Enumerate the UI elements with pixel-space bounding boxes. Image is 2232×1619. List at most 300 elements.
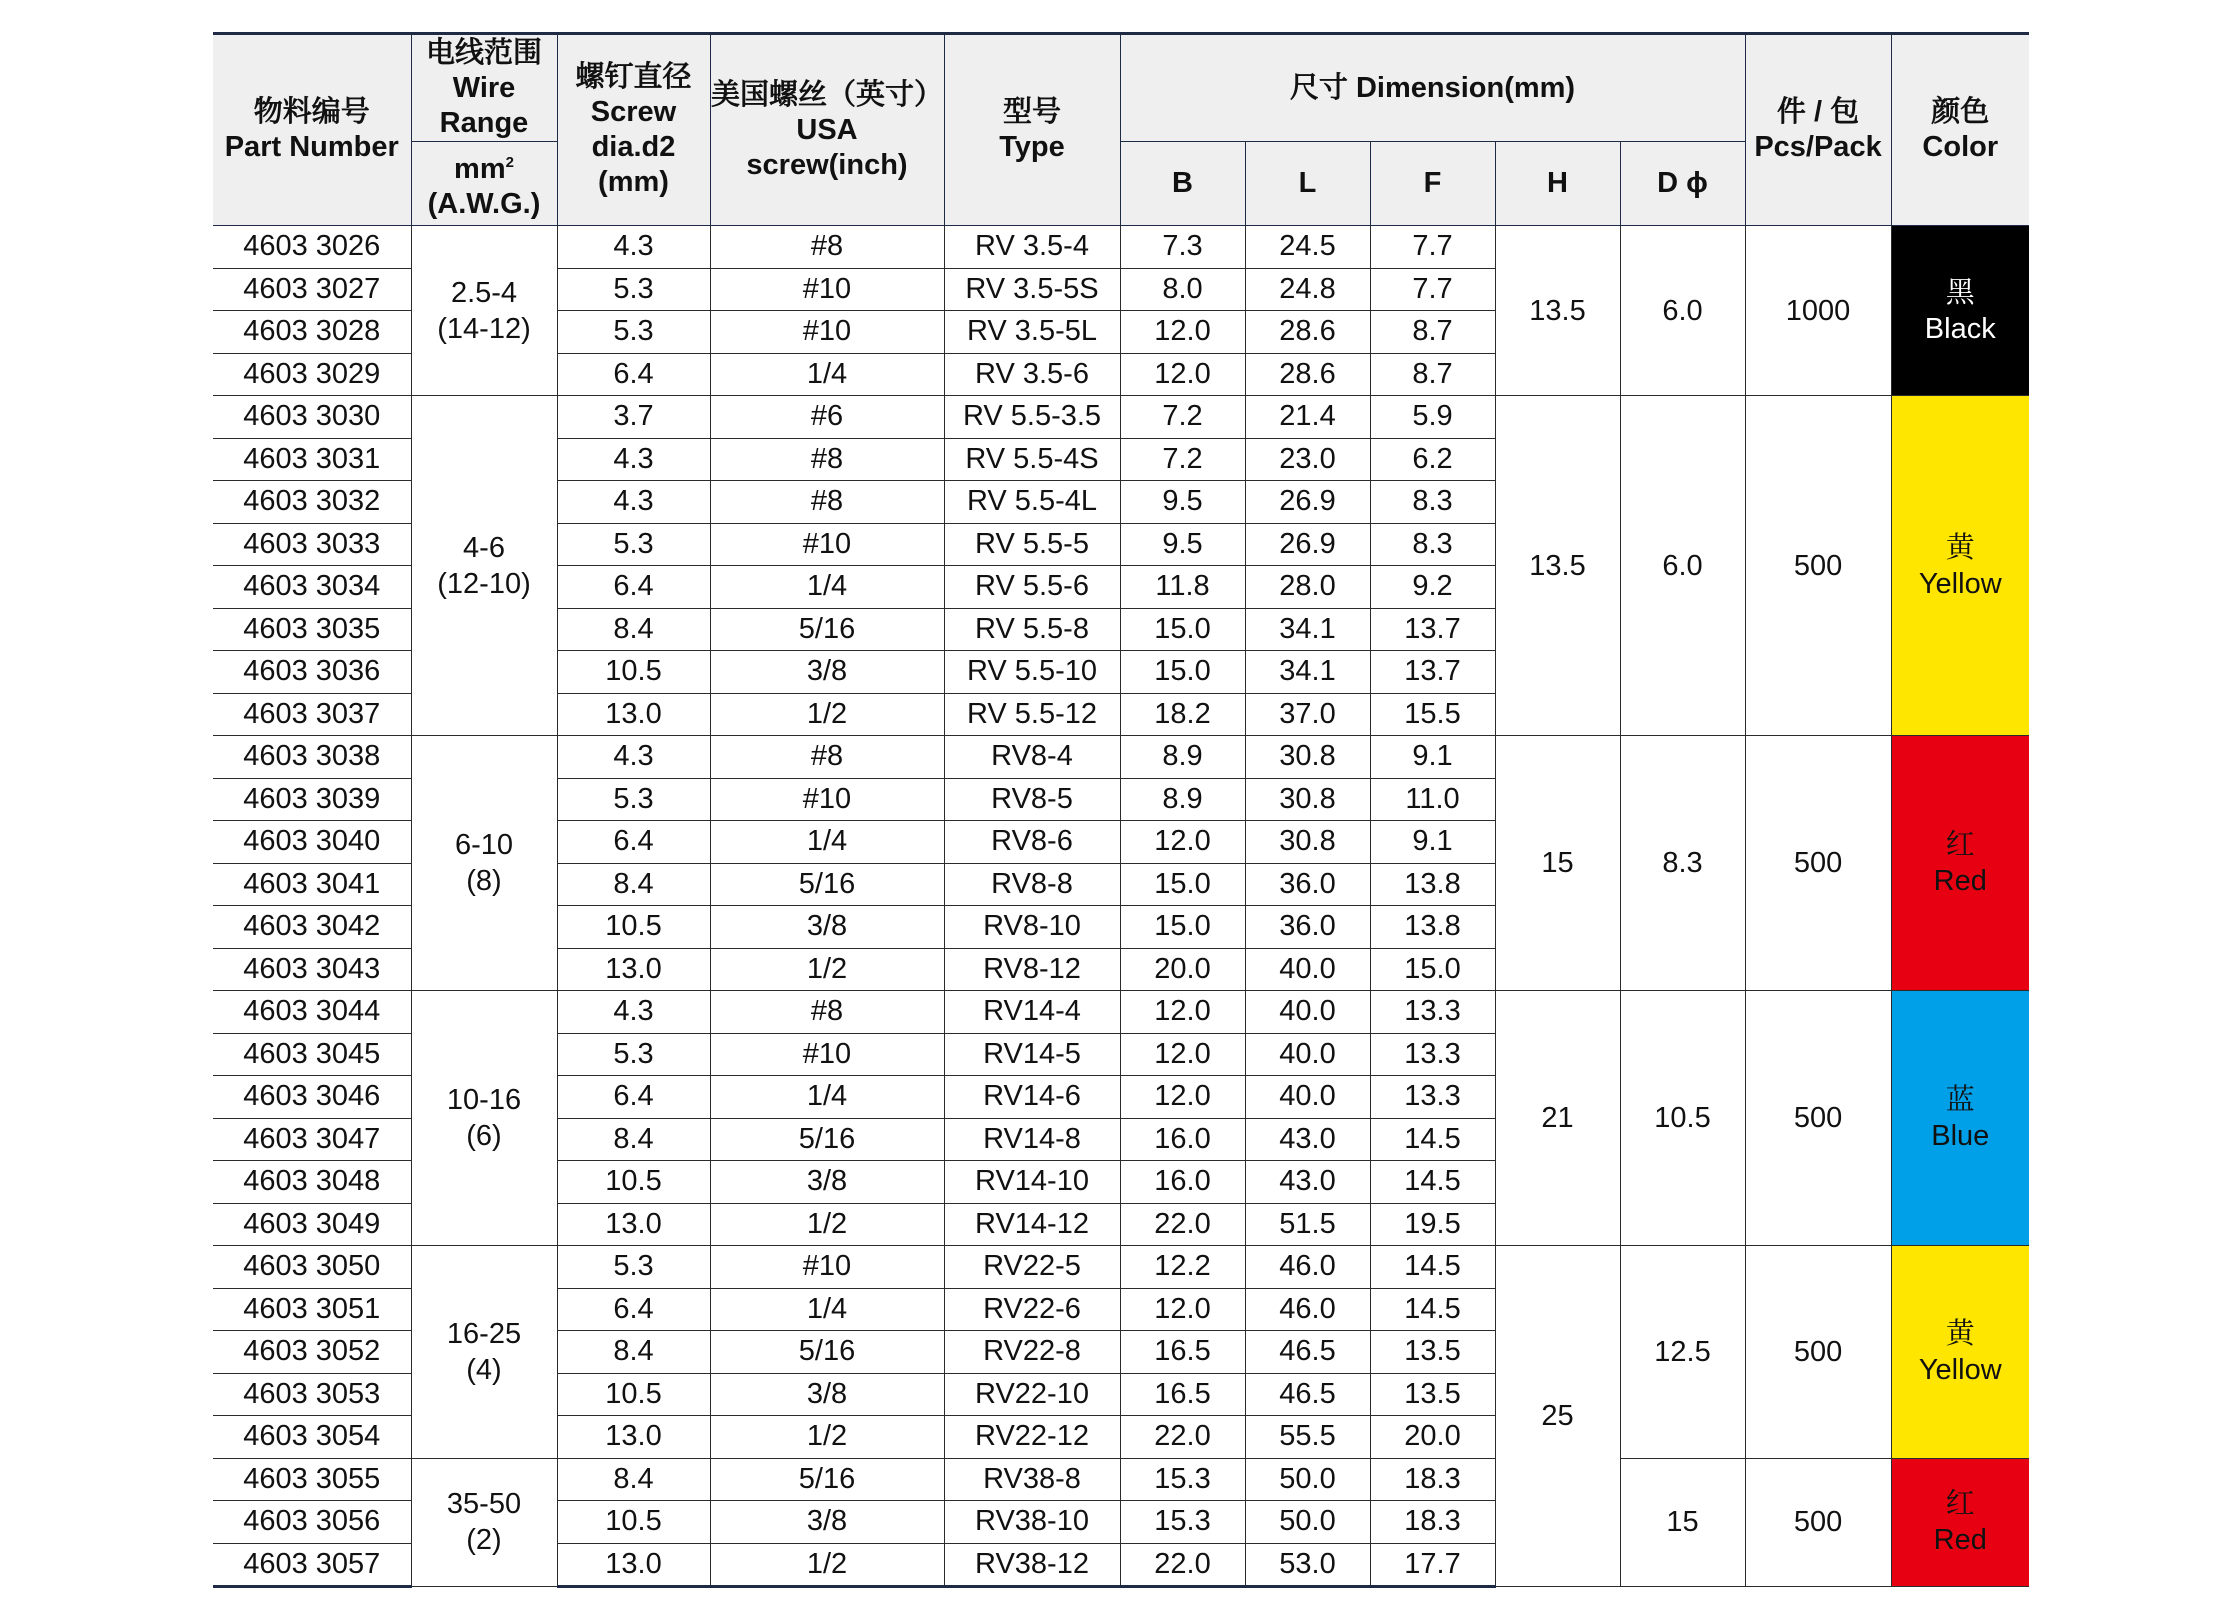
cell-type: RV 5.5-10 [944, 651, 1120, 694]
cell-pcs-pack: 500 [1745, 991, 1891, 1246]
cell-b: 22.0 [1120, 1416, 1245, 1459]
header-screw-unit: (mm) [598, 166, 669, 198]
color-name-cn: 红 [1945, 1488, 1975, 1521]
cell-part-number: 4603 3048 [213, 1161, 411, 1204]
cell-screw-dia: 10.5 [557, 1373, 710, 1416]
cell-screw-dia: 4.3 [557, 226, 710, 269]
cell-l: 46.5 [1245, 1373, 1370, 1416]
cell-wire-range-line: 4-6 [463, 531, 505, 564]
header-type-en: Type [999, 131, 1065, 163]
cell-b: 8.9 [1120, 778, 1245, 821]
cell-screw-dia: 10.5 [557, 1161, 710, 1204]
cell-b: 22.0 [1120, 1203, 1245, 1246]
header-d: D ϕ [1620, 142, 1745, 226]
header-part-en: Part Number [224, 131, 399, 163]
cell-b: 8.0 [1120, 268, 1245, 311]
cell-part-number: 4603 3056 [213, 1501, 411, 1544]
header-color-cn: 颜色 [1931, 96, 1990, 128]
cell-type: RV8-10 [944, 906, 1120, 949]
cell-b: 15.0 [1120, 651, 1245, 694]
color-name-cn: 黄 [1945, 531, 1975, 564]
cell-screw-dia: 4.3 [557, 736, 710, 779]
cell-screw-dia: 4.3 [557, 481, 710, 524]
cell-type: RV8-5 [944, 778, 1120, 821]
table-row [213, 1458, 2029, 1501]
cell-usa-screw: 3/8 [710, 906, 944, 949]
cell-usa-screw: 1/2 [710, 693, 944, 736]
cell-wire-range-line: (6) [466, 1120, 502, 1152]
cell-l: 23.0 [1245, 438, 1370, 481]
cell-screw-dia: 8.4 [557, 1458, 710, 1501]
cell-pcs-pack: 1000 [1745, 226, 1891, 396]
cell-h: 13.5 [1495, 226, 1620, 396]
cell-f: 14.5 [1370, 1246, 1495, 1289]
cell-f: 9.2 [1370, 566, 1495, 609]
cell-usa-screw: #8 [710, 736, 944, 779]
cell-part-number: 4603 3051 [213, 1288, 411, 1331]
header-usa-cn: 美国螺丝（英寸） [710, 78, 943, 111]
cell-type: RV38-8 [944, 1458, 1120, 1501]
cell-b: 15.0 [1120, 608, 1245, 651]
table-body [213, 226, 2029, 1587]
cell-type: RV22-5 [944, 1246, 1120, 1289]
cell-f: 8.3 [1370, 481, 1495, 524]
header-usa-screw [710, 34, 944, 226]
header-wire-cn: 电线范围 [425, 36, 542, 69]
cell-wire-range [411, 1458, 557, 1587]
cell-usa-screw: 3/8 [710, 1161, 944, 1204]
cell-l: 28.6 [1245, 353, 1370, 396]
cell-part-number: 4603 3026 [213, 226, 411, 269]
cell-f: 13.3 [1370, 1033, 1495, 1076]
cell-screw-dia: 5.3 [557, 523, 710, 566]
cell-usa-screw: 5/16 [710, 863, 944, 906]
cell-color [1891, 1246, 2029, 1459]
cell-screw-dia: 13.0 [557, 1203, 710, 1246]
cell-part-number: 4603 3037 [213, 693, 411, 736]
cell-b: 9.5 [1120, 481, 1245, 524]
cell-l: 28.0 [1245, 566, 1370, 609]
color-name-en: Blue [1931, 1120, 1990, 1152]
cell-b: 12.0 [1120, 1033, 1245, 1076]
cell-type: RV22-12 [944, 1416, 1120, 1459]
cell-d: 12.5 [1620, 1246, 1745, 1459]
cell-l: 30.8 [1245, 778, 1370, 821]
cell-usa-screw: 1/4 [710, 1076, 944, 1119]
cell-b: 12.0 [1120, 311, 1245, 354]
cell-screw-dia: 6.4 [557, 566, 710, 609]
cell-usa-screw: 3/8 [710, 1373, 944, 1416]
cell-usa-screw: #8 [710, 481, 944, 524]
cell-l: 24.8 [1245, 268, 1370, 311]
cell-type: RV 5.5-8 [944, 608, 1120, 651]
cell-screw-dia: 6.4 [557, 1076, 710, 1119]
cell-type: RV 5.5-12 [944, 693, 1120, 736]
cell-f: 15.5 [1370, 693, 1495, 736]
table-row [213, 991, 2029, 1034]
cell-l: 30.8 [1245, 821, 1370, 864]
cell-h: 15 [1495, 736, 1620, 991]
cell-part-number: 4603 3054 [213, 1416, 411, 1459]
header-color-en: Color [1922, 131, 1999, 163]
header-h: H [1495, 142, 1620, 226]
cell-l: 46.0 [1245, 1288, 1370, 1331]
cell-screw-dia: 5.3 [557, 311, 710, 354]
cell-usa-screw: 3/8 [710, 1501, 944, 1544]
cell-d: 6.0 [1620, 226, 1745, 396]
cell-wire-range [411, 226, 557, 396]
cell-screw-dia: 8.4 [557, 608, 710, 651]
header-pcs-pack [1745, 34, 1891, 226]
cell-wire-range-line: 16-25 [446, 1317, 522, 1350]
cell-b: 7.3 [1120, 226, 1245, 269]
cell-color [1891, 226, 2029, 396]
cell-screw-dia: 10.5 [557, 651, 710, 694]
cell-b: 12.0 [1120, 821, 1245, 864]
cell-wire-range-line: 2.5-4 [450, 276, 518, 309]
cell-part-number: 4603 3033 [213, 523, 411, 566]
cell-l: 21.4 [1245, 396, 1370, 439]
cell-part-number: 4603 3031 [213, 438, 411, 481]
table-row [213, 396, 2029, 439]
cell-b: 15.3 [1120, 1458, 1245, 1501]
cell-part-number: 4603 3047 [213, 1118, 411, 1161]
cell-l: 37.0 [1245, 693, 1370, 736]
cell-screw-dia: 13.0 [557, 1543, 710, 1587]
cell-type: RV14-10 [944, 1161, 1120, 1204]
cell-part-number: 4603 3041 [213, 863, 411, 906]
cell-b: 15.0 [1120, 906, 1245, 949]
color-name-en: Yellow [1918, 567, 2002, 600]
cell-type: RV 5.5-6 [944, 566, 1120, 609]
cell-f: 13.3 [1370, 991, 1495, 1034]
cell-type: RV 5.5-5 [944, 523, 1120, 566]
cell-b: 12.2 [1120, 1246, 1245, 1289]
cell-screw-dia: 5.3 [557, 778, 710, 821]
header-usa-en2: screw(inch) [746, 148, 908, 181]
cell-f: 14.5 [1370, 1161, 1495, 1204]
header-wire-range [411, 34, 557, 142]
cell-part-number: 4603 3053 [213, 1373, 411, 1416]
cell-part-number: 4603 3034 [213, 566, 411, 609]
cell-f: 6.2 [1370, 438, 1495, 481]
cell-d: 10.5 [1620, 991, 1745, 1246]
cell-l: 46.0 [1245, 1246, 1370, 1289]
cell-b: 22.0 [1120, 1543, 1245, 1587]
header-pack-en: Pcs/Pack [1754, 131, 1882, 163]
header-f: F [1370, 142, 1495, 226]
cell-l: 50.0 [1245, 1458, 1370, 1501]
cell-screw-dia: 10.5 [557, 906, 710, 949]
cell-part-number: 4603 3040 [213, 821, 411, 864]
cell-usa-screw: #10 [710, 523, 944, 566]
cell-b: 20.0 [1120, 948, 1245, 991]
cell-part-number: 4603 3044 [213, 991, 411, 1034]
cell-f: 8.7 [1370, 353, 1495, 396]
cell-usa-screw: #10 [710, 778, 944, 821]
cell-b: 12.0 [1120, 1288, 1245, 1331]
cell-screw-dia: 4.3 [557, 991, 710, 1034]
cell-l: 34.1 [1245, 651, 1370, 694]
cell-wire-range-line: (14-12) [437, 312, 531, 345]
cell-usa-screw: #10 [710, 1033, 944, 1076]
cell-usa-screw: 1/2 [710, 1416, 944, 1459]
cell-usa-screw: 1/2 [710, 948, 944, 991]
cell-l: 40.0 [1245, 1033, 1370, 1076]
header-type-cn: 型号 [1002, 96, 1061, 128]
cell-type: RV 5.5-4L [944, 481, 1120, 524]
cell-l: 34.1 [1245, 608, 1370, 651]
cell-usa-screw: 5/16 [710, 1118, 944, 1161]
cell-type: RV8-4 [944, 736, 1120, 779]
cell-f: 13.7 [1370, 651, 1495, 694]
cell-screw-dia: 4.3 [557, 438, 710, 481]
cell-part-number: 4603 3050 [213, 1246, 411, 1289]
cell-part-number: 4603 3038 [213, 736, 411, 779]
cell-type: RV14-5 [944, 1033, 1120, 1076]
cell-wire-range-line: (4) [466, 1353, 502, 1386]
cell-f: 7.7 [1370, 226, 1495, 269]
cell-part-number: 4603 3055 [213, 1458, 411, 1501]
cell-color [1891, 991, 2029, 1246]
cell-screw-dia: 8.4 [557, 863, 710, 906]
cell-d: 15 [1620, 1458, 1745, 1587]
table-row [213, 1246, 2029, 1289]
cell-b: 16.5 [1120, 1331, 1245, 1374]
cell-wire-range [411, 396, 557, 736]
cell-l: 43.0 [1245, 1118, 1370, 1161]
cell-type: RV14-4 [944, 991, 1120, 1034]
cell-l: 26.9 [1245, 481, 1370, 524]
header-l: L [1245, 142, 1370, 226]
cell-f: 5.9 [1370, 396, 1495, 439]
cell-part-number: 4603 3027 [213, 268, 411, 311]
cell-usa-screw: #8 [710, 226, 944, 269]
cell-usa-screw: #6 [710, 396, 944, 439]
cell-type: RV 3.5-4 [944, 226, 1120, 269]
header-part-number [213, 34, 411, 226]
header-wire-mm: mm [454, 153, 506, 185]
cell-wire-range [411, 1246, 557, 1459]
cell-type: RV8-6 [944, 821, 1120, 864]
cell-l: 40.0 [1245, 991, 1370, 1034]
cell-l: 26.9 [1245, 523, 1370, 566]
header-wire-awg: (A.W.G.) [427, 188, 541, 220]
cell-l: 40.0 [1245, 1076, 1370, 1119]
header-b: B [1120, 142, 1245, 226]
cell-f: 13.5 [1370, 1373, 1495, 1416]
cell-screw-dia: 6.4 [557, 821, 710, 864]
cell-b: 12.0 [1120, 1076, 1245, 1119]
cell-l: 30.8 [1245, 736, 1370, 779]
cell-l: 28.6 [1245, 311, 1370, 354]
cell-l: 51.5 [1245, 1203, 1370, 1246]
cell-f: 14.5 [1370, 1118, 1495, 1161]
cell-f: 13.5 [1370, 1331, 1495, 1374]
color-name-cn: 黑 [1945, 276, 1975, 309]
cell-pcs-pack: 500 [1745, 1246, 1891, 1459]
cell-wire-range-line: (8) [466, 865, 502, 897]
cell-screw-dia: 8.4 [557, 1331, 710, 1374]
cell-b: 16.5 [1120, 1373, 1245, 1416]
cell-screw-dia: 13.0 [557, 948, 710, 991]
color-name-cn: 红 [1945, 829, 1975, 861]
cell-f: 17.7 [1370, 1543, 1495, 1587]
cell-part-number: 4603 3036 [213, 651, 411, 694]
cell-d: 8.3 [1620, 736, 1745, 991]
cell-wire-range [411, 736, 557, 991]
cell-part-number: 4603 3057 [213, 1543, 411, 1587]
header-wire-sup: 2 [505, 154, 514, 171]
color-name-en: Black [1924, 312, 1996, 345]
cell-f: 9.1 [1370, 736, 1495, 779]
cell-f: 14.5 [1370, 1288, 1495, 1331]
cell-b: 18.2 [1120, 693, 1245, 736]
cell-part-number: 4603 3035 [213, 608, 411, 651]
cell-type: RV 5.5-3.5 [944, 396, 1120, 439]
cell-b: 16.0 [1120, 1118, 1245, 1161]
cell-b: 15.0 [1120, 863, 1245, 906]
cell-f: 18.3 [1370, 1501, 1495, 1544]
cell-screw-dia: 5.3 [557, 268, 710, 311]
cell-f: 13.7 [1370, 608, 1495, 651]
cell-f: 13.8 [1370, 863, 1495, 906]
cell-pcs-pack: 500 [1745, 396, 1891, 736]
cell-pcs-pack: 500 [1745, 1458, 1891, 1587]
cell-part-number: 4603 3045 [213, 1033, 411, 1076]
cell-type: RV14-6 [944, 1076, 1120, 1119]
cell-l: 43.0 [1245, 1161, 1370, 1204]
cell-f: 15.0 [1370, 948, 1495, 991]
cell-part-number: 4603 3029 [213, 353, 411, 396]
cell-screw-dia: 13.0 [557, 693, 710, 736]
color-name-en: Yellow [1918, 1353, 2002, 1386]
header-dimension: 尺寸 Dimension(mm) [1120, 34, 1745, 142]
cell-screw-dia: 5.3 [557, 1246, 710, 1289]
cell-l: 46.5 [1245, 1331, 1370, 1374]
cell-f: 9.1 [1370, 821, 1495, 864]
cell-screw-dia: 13.0 [557, 1416, 710, 1459]
spec-table [213, 32, 2029, 1588]
cell-usa-screw: 1/4 [710, 821, 944, 864]
cell-usa-screw: 1/4 [710, 566, 944, 609]
header-part-cn: 物料编号 [253, 96, 370, 128]
cell-type: RV 3.5-5L [944, 311, 1120, 354]
cell-type: RV8-12 [944, 948, 1120, 991]
cell-type: RV14-12 [944, 1203, 1120, 1246]
cell-type: RV22-10 [944, 1373, 1120, 1416]
cell-usa-screw: 1/2 [710, 1203, 944, 1246]
cell-f: 7.7 [1370, 268, 1495, 311]
cell-type: RV 5.5-4S [944, 438, 1120, 481]
cell-h: 21 [1495, 991, 1620, 1246]
color-name-cn: 黄 [1945, 1317, 1975, 1350]
cell-wire-range-line: 10-16 [446, 1084, 522, 1116]
cell-wire-range-line: (12-10) [437, 567, 531, 600]
header-wire-en2: Range [439, 106, 529, 139]
cell-type: RV 3.5-5S [944, 268, 1120, 311]
cell-b: 7.2 [1120, 396, 1245, 439]
cell-l: 53.0 [1245, 1543, 1370, 1587]
cell-f: 11.0 [1370, 778, 1495, 821]
cell-screw-dia: 5.3 [557, 1033, 710, 1076]
cell-h: 25 [1495, 1246, 1620, 1587]
cell-f: 8.3 [1370, 523, 1495, 566]
cell-part-number: 4603 3032 [213, 481, 411, 524]
cell-l: 50.0 [1245, 1501, 1370, 1544]
color-name-cn: 蓝 [1945, 1084, 1975, 1116]
cell-f: 18.3 [1370, 1458, 1495, 1501]
header-screw-en1: Screw [590, 96, 677, 128]
table-row [213, 736, 2029, 779]
cell-b: 7.2 [1120, 438, 1245, 481]
cell-type: RV22-8 [944, 1331, 1120, 1374]
cell-screw-dia: 8.4 [557, 1118, 710, 1161]
cell-b: 8.9 [1120, 736, 1245, 779]
cell-usa-screw: #8 [710, 991, 944, 1034]
cell-usa-screw: #10 [710, 1246, 944, 1289]
cell-usa-screw: #8 [710, 438, 944, 481]
cell-usa-screw: 1/2 [710, 1543, 944, 1587]
cell-part-number: 4603 3039 [213, 778, 411, 821]
cell-wire-range-line: 6-10 [454, 829, 514, 861]
header-color [1891, 34, 2029, 226]
cell-usa-screw: 5/16 [710, 1331, 944, 1374]
cell-color [1891, 1458, 2029, 1587]
header-screw-en2: dia.d2 [591, 131, 676, 163]
cell-screw-dia: 3.7 [557, 396, 710, 439]
cell-wire-range-line: (2) [466, 1524, 502, 1557]
cell-l: 40.0 [1245, 948, 1370, 991]
cell-part-number: 4603 3049 [213, 1203, 411, 1246]
cell-h: 13.5 [1495, 396, 1620, 736]
cell-usa-screw: 5/16 [710, 608, 944, 651]
cell-f: 13.3 [1370, 1076, 1495, 1119]
cell-wire-range-line: 35-50 [446, 1488, 522, 1521]
color-name-en: Red [1933, 865, 1987, 897]
cell-usa-screw: #10 [710, 268, 944, 311]
header-screw-cn: 螺钉直径 [575, 61, 692, 93]
cell-l: 24.5 [1245, 226, 1370, 269]
cell-color [1891, 396, 2029, 736]
cell-screw-dia: 10.5 [557, 1501, 710, 1544]
cell-l: 36.0 [1245, 863, 1370, 906]
cell-b: 15.3 [1120, 1501, 1245, 1544]
cell-screw-dia: 6.4 [557, 353, 710, 396]
cell-wire-range [411, 991, 557, 1246]
cell-type: RV38-12 [944, 1543, 1120, 1587]
cell-screw-dia: 6.4 [557, 1288, 710, 1331]
cell-usa-screw: 5/16 [710, 1458, 944, 1501]
cell-usa-screw: #10 [710, 311, 944, 354]
cell-b: 12.0 [1120, 991, 1245, 1034]
cell-usa-screw: 1/4 [710, 353, 944, 396]
cell-l: 36.0 [1245, 906, 1370, 949]
table-header [213, 34, 2029, 226]
header-pack-cn: 件 / 包 [1776, 96, 1860, 128]
cell-b: 16.0 [1120, 1161, 1245, 1204]
cell-part-number: 4603 3046 [213, 1076, 411, 1119]
header-wire-unit [411, 142, 557, 226]
cell-part-number: 4603 3043 [213, 948, 411, 991]
cell-f: 8.7 [1370, 311, 1495, 354]
cell-type: RV14-8 [944, 1118, 1120, 1161]
cell-color [1891, 736, 2029, 991]
header-screw-dia [557, 34, 710, 226]
header-usa-en1: USA [796, 113, 858, 146]
cell-part-number: 4603 3030 [213, 396, 411, 439]
cell-b: 9.5 [1120, 523, 1245, 566]
